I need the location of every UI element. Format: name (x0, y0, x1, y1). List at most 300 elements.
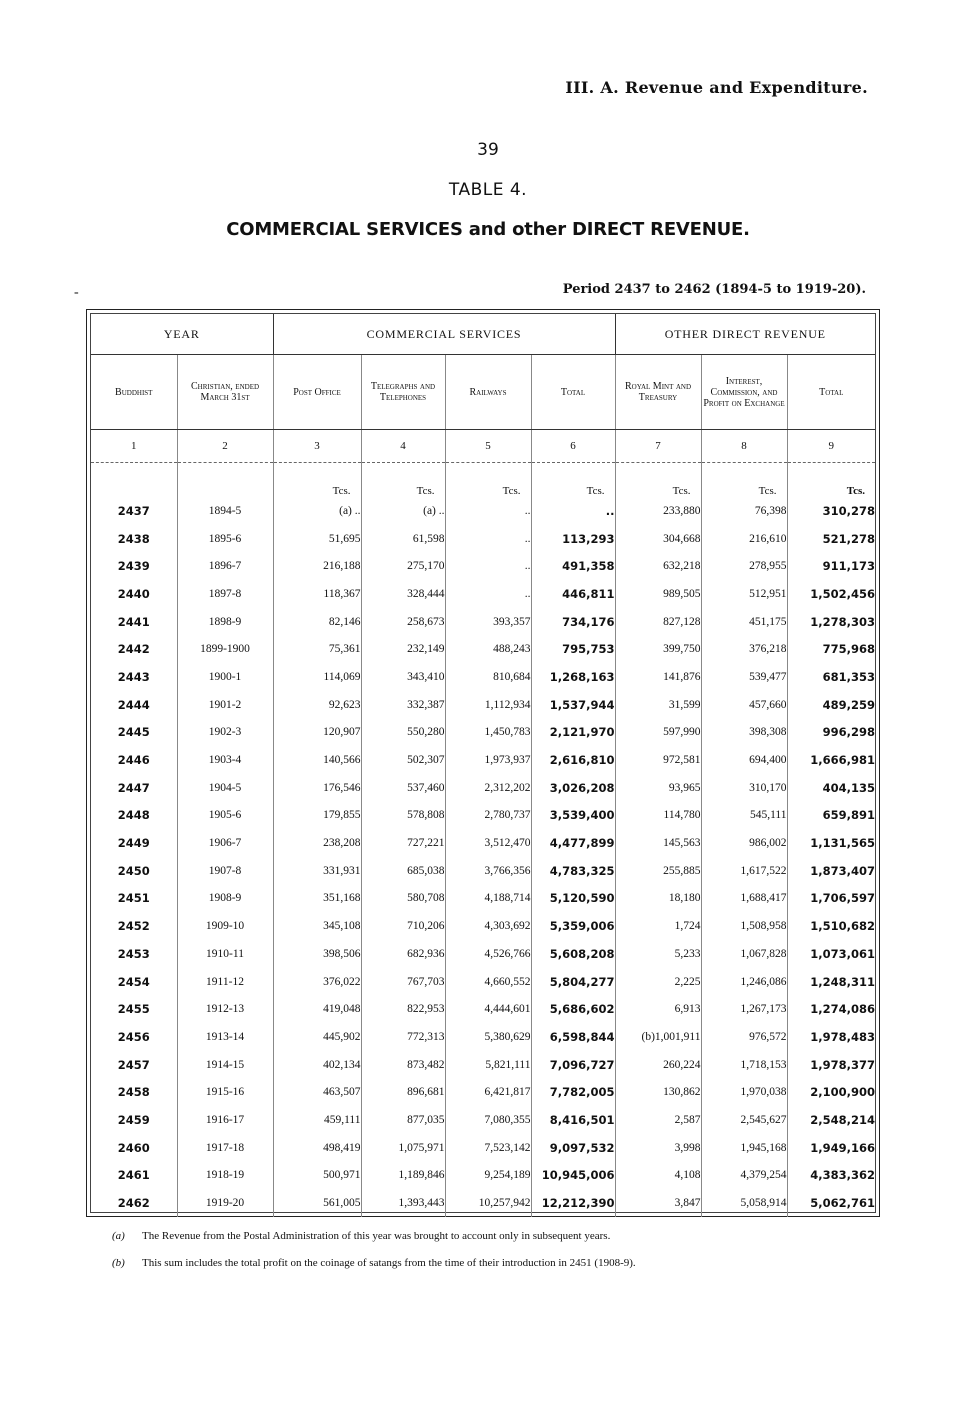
cell-other-total: 911,173 (822, 559, 876, 574)
group-commercial-services: COMMERCIAL SERVICES (273, 314, 615, 355)
cell-interest: 398,308 (701, 719, 787, 747)
cell-buddhist-year: 2448 (91, 802, 177, 830)
cell-commercial-total: 6,598,844 (531, 1023, 615, 1051)
cell-royal-mint: 4,108 (615, 1162, 701, 1190)
cell-buddhist-year: 2437 (91, 497, 177, 525)
col-header-christian: Christian, ended March 31st (177, 355, 273, 430)
cell-railways: 4,526,766 (445, 940, 531, 968)
cell-commercial-total: 5,359,006 (531, 912, 615, 940)
cell-royal-mint: 597,990 (615, 719, 701, 747)
cell-christian-year: 1915-16 (177, 1078, 273, 1106)
cell-telegraphs: 896,681 (361, 1078, 445, 1106)
cell-commercial-total: 446,811 (531, 580, 615, 608)
cell-interest: 694,400 (701, 746, 787, 774)
cell-christian-year: 1918-19 (177, 1162, 273, 1190)
cell-christian-year: 1898-9 (177, 608, 273, 636)
cell-post-office: 118,367 (273, 580, 361, 608)
cell-other-total: 996,298 (822, 725, 876, 740)
cell-interest: 4,379,254 (701, 1162, 787, 1190)
cell-buddhist-year: 2440 (91, 580, 177, 608)
cell-post-office: 140,566 (273, 746, 361, 774)
cell-telegraphs: 550,280 (361, 719, 445, 747)
cell-telegraphs: 767,703 (361, 968, 445, 996)
cell-buddhist-year: 2441 (91, 608, 177, 636)
cell-christian-year: 1906-7 (177, 829, 273, 857)
cell-royal-mint: 2,225 (615, 968, 701, 996)
cell-telegraphs: 502,307 (361, 746, 445, 774)
cell-royal-mint: 255,885 (615, 857, 701, 885)
cell-telegraphs: 1,189,846 (361, 1162, 445, 1190)
cell-telegraphs: 1,075,971 (361, 1134, 445, 1162)
cell-telegraphs: 537,460 (361, 774, 445, 802)
cell-other-total: 1,949,166 (810, 1140, 876, 1155)
cell-post-office: 114,069 (273, 663, 361, 691)
cell-buddhist-year: 2449 (91, 829, 177, 857)
cell-commercial-total: .. (531, 497, 615, 525)
cell-other-total: 1,510,682 (810, 919, 876, 934)
col-number: 3 (273, 430, 361, 463)
margin-mark: - (74, 285, 79, 300)
cell-interest: 1,267,173 (701, 995, 787, 1023)
cell-post-office: 445,902 (273, 1023, 361, 1051)
table-row (91, 691, 875, 719)
cell-buddhist-year: 2453 (91, 940, 177, 968)
cell-interest: 1,067,828 (701, 940, 787, 968)
cell-interest: 5,058,914 (701, 1189, 787, 1217)
cell-interest: 986,002 (701, 829, 787, 857)
cell-railways: 4,660,552 (445, 968, 531, 996)
cell-christian-year: 1914-15 (177, 1051, 273, 1079)
period-caption: Period 2437 to 2462 (1894-5 to 1919-20). (562, 282, 866, 297)
cell-royal-mint: 141,876 (615, 663, 701, 691)
cell-buddhist-year: 2447 (91, 774, 177, 802)
cell-interest: 278,955 (701, 552, 787, 580)
cell-commercial-total: 1,268,163 (531, 663, 615, 691)
table-row (91, 635, 875, 663)
footnote-mark: (b) (112, 1257, 125, 1269)
cell-post-office: 463,507 (273, 1078, 361, 1106)
unit-label: Tcs. (846, 485, 866, 497)
cell-royal-mint: 6,913 (615, 995, 701, 1023)
cell-buddhist-year: 2461 (91, 1162, 177, 1190)
cell-interest: 2,545,627 (701, 1106, 787, 1134)
cell-telegraphs: (a) .. (361, 497, 445, 525)
cell-royal-mint: 632,218 (615, 552, 701, 580)
cell-other-total: 775,968 (822, 642, 876, 657)
cell-christian-year: 1912-13 (177, 995, 273, 1023)
cell-christian-year: 1919-20 (177, 1189, 273, 1217)
cell-other-total: 1,073,061 (810, 946, 876, 961)
cell-other-total: 310,278 (822, 503, 876, 518)
cell-christian-year: 1897-8 (177, 580, 273, 608)
cell-commercial-total: 3,026,208 (531, 774, 615, 802)
cell-other-total: 1,978,377 (810, 1057, 876, 1072)
unit-label (91, 463, 177, 498)
footnote-mark: (a) (112, 1230, 125, 1242)
cell-royal-mint: 114,780 (615, 802, 701, 830)
cell-telegraphs: 877,035 (361, 1106, 445, 1134)
cell-christian-year: 1909-10 (177, 912, 273, 940)
cell-buddhist-year: 2438 (91, 525, 177, 553)
cell-post-office: 561,005 (273, 1189, 361, 1217)
cell-buddhist-year: 2457 (91, 1051, 177, 1079)
cell-royal-mint: 5,233 (615, 940, 701, 968)
col-number: 6 (531, 430, 615, 463)
cell-royal-mint: (b)1,001,911 (615, 1023, 701, 1051)
cell-commercial-total: 491,358 (531, 552, 615, 580)
page-number: 39 (477, 140, 499, 160)
table-row (91, 580, 875, 608)
cell-post-office: 402,134 (273, 1051, 361, 1079)
cell-royal-mint: 2,587 (615, 1106, 701, 1134)
col-header-interest: Interest, Commission, and Profit on Exchange (701, 355, 787, 430)
cell-railways: 5,821,111 (445, 1051, 531, 1079)
cell-interest: 1,508,958 (701, 912, 787, 940)
cell-royal-mint: 989,505 (615, 580, 701, 608)
cell-christian-year: 1894-5 (177, 497, 273, 525)
cell-railways: 7,080,355 (445, 1106, 531, 1134)
col-number: 1 (91, 430, 177, 463)
cell-other-total: 1,978,483 (810, 1029, 876, 1044)
cell-railways: 2,780,737 (445, 802, 531, 830)
cell-royal-mint: 972,581 (615, 746, 701, 774)
cell-other-total: 1,278,303 (810, 614, 876, 629)
cell-buddhist-year: 2443 (91, 663, 177, 691)
cell-christian-year: 1896-7 (177, 552, 273, 580)
cell-post-office: (a) .. (273, 497, 361, 525)
unit-label: Tcs. (361, 463, 445, 498)
cell-interest: 976,572 (701, 1023, 787, 1051)
cell-post-office: 238,208 (273, 829, 361, 857)
cell-telegraphs: 578,808 (361, 802, 445, 830)
table-row (91, 663, 875, 691)
cell-buddhist-year: 2446 (91, 746, 177, 774)
cell-interest: 1,945,168 (701, 1134, 787, 1162)
cell-commercial-total: 5,120,590 (531, 885, 615, 913)
cell-christian-year: 1917-18 (177, 1134, 273, 1162)
cell-commercial-total: 5,804,277 (531, 968, 615, 996)
cell-post-office: 216,188 (273, 552, 361, 580)
cell-royal-mint: 827,128 (615, 608, 701, 636)
cell-telegraphs: 580,708 (361, 885, 445, 913)
cell-post-office: 398,506 (273, 940, 361, 968)
cell-railways: .. (445, 525, 531, 553)
cell-royal-mint: 3,998 (615, 1134, 701, 1162)
cell-post-office: 376,022 (273, 968, 361, 996)
cell-interest: 545,111 (701, 802, 787, 830)
cell-christian-year: 1913-14 (177, 1023, 273, 1051)
table-title: TABLE 4. (448, 180, 528, 200)
cell-railways: 3,766,356 (445, 857, 531, 885)
cell-railways: 2,312,202 (445, 774, 531, 802)
cell-interest: 1,617,522 (701, 857, 787, 885)
cell-royal-mint: 304,668 (615, 525, 701, 553)
cell-other-total: 659,891 (822, 808, 876, 823)
cell-royal-mint: 130,862 (615, 1078, 701, 1106)
cell-buddhist-year: 2460 (91, 1134, 177, 1162)
footnote-b (112, 1257, 636, 1269)
cell-telegraphs: 685,038 (361, 857, 445, 885)
cell-post-office: 331,931 (273, 857, 361, 885)
cell-buddhist-year: 2442 (91, 635, 177, 663)
cell-interest: 457,660 (701, 691, 787, 719)
cell-railways: .. (445, 552, 531, 580)
cell-commercial-total: 8,416,501 (531, 1106, 615, 1134)
cell-interest: 451,175 (701, 608, 787, 636)
cell-interest: 76,398 (701, 497, 787, 525)
cell-telegraphs: 682,936 (361, 940, 445, 968)
unit-label: Tcs. (615, 463, 701, 498)
cell-christian-year: 1901-2 (177, 691, 273, 719)
cell-railways: .. (445, 580, 531, 608)
cell-royal-mint: 31,599 (615, 691, 701, 719)
cell-christian-year: 1895-6 (177, 525, 273, 553)
cell-post-office: 179,855 (273, 802, 361, 830)
cell-post-office: 498,419 (273, 1134, 361, 1162)
cell-telegraphs: 275,170 (361, 552, 445, 580)
cell-railways: 4,444,601 (445, 995, 531, 1023)
table-row (91, 968, 875, 996)
cell-buddhist-year: 2459 (91, 1106, 177, 1134)
cell-commercial-total: 2,616,810 (531, 746, 615, 774)
table-subtitle: COMMERCIAL SERVICES and other DIRECT REVENUE. (226, 219, 750, 240)
cell-commercial-total: 5,686,602 (531, 995, 615, 1023)
footnote-text: This sum includes the total profit on the coinage of satangs from the time of their introduction in 2451 (1908-9). (142, 1257, 636, 1269)
cell-other-total: 489,259 (822, 697, 876, 712)
cell-buddhist-year: 2451 (91, 885, 177, 913)
cell-buddhist-year: 2439 (91, 552, 177, 580)
cell-buddhist-year: 2458 (91, 1078, 177, 1106)
cell-commercial-total: 3,539,400 (531, 802, 615, 830)
cell-telegraphs: 332,387 (361, 691, 445, 719)
table-row (91, 774, 875, 802)
cell-railways: 4,303,692 (445, 912, 531, 940)
col-header-royal-mint: Royal Mint and Treasury (615, 355, 701, 430)
cell-post-office: 82,146 (273, 608, 361, 636)
cell-christian-year: 1916-17 (177, 1106, 273, 1134)
cell-interest: 310,170 (701, 774, 787, 802)
table-row (91, 497, 875, 525)
cell-other-total: 404,135 (822, 780, 876, 795)
unit-label (177, 463, 273, 498)
cell-railways: 488,243 (445, 635, 531, 663)
cell-post-office: 176,546 (273, 774, 361, 802)
cell-other-total: 1,248,311 (810, 974, 876, 989)
cell-interest: 1,688,417 (701, 885, 787, 913)
col-number: 4 (361, 430, 445, 463)
cell-buddhist-year: 2444 (91, 691, 177, 719)
cell-railways: 7,523,142 (445, 1134, 531, 1162)
cell-other-total: 2,100,900 (810, 1085, 876, 1100)
table-row (91, 1134, 875, 1162)
cell-other-total: 521,278 (822, 531, 876, 546)
table-row (91, 746, 875, 774)
column-number-row (91, 430, 875, 463)
cell-railways: 6,421,817 (445, 1078, 531, 1106)
cell-interest: 216,610 (701, 525, 787, 553)
col-header-commercial-total: Total (531, 355, 615, 430)
group-header-row (91, 314, 875, 355)
cell-telegraphs: 822,953 (361, 995, 445, 1023)
cell-railways: 1,450,783 (445, 719, 531, 747)
col-number: 2 (177, 430, 273, 463)
cell-buddhist-year: 2450 (91, 857, 177, 885)
table-row (91, 885, 875, 913)
cell-telegraphs: 727,221 (361, 829, 445, 857)
table-row (91, 1051, 875, 1079)
cell-post-office: 419,048 (273, 995, 361, 1023)
cell-commercial-total: 4,783,325 (531, 857, 615, 885)
cell-commercial-total: 7,096,727 (531, 1051, 615, 1079)
cell-telegraphs: 1,393,443 (361, 1189, 445, 1217)
table-row (91, 1078, 875, 1106)
cell-christian-year: 1903-4 (177, 746, 273, 774)
table-row (91, 525, 875, 553)
cell-buddhist-year: 2462 (91, 1189, 177, 1217)
col-header-buddhist: Buddhist (91, 355, 177, 430)
cell-telegraphs: 873,482 (361, 1051, 445, 1079)
col-header-railways: Railways (445, 355, 531, 430)
cell-telegraphs: 343,410 (361, 663, 445, 691)
cell-post-office: 351,168 (273, 885, 361, 913)
cell-telegraphs: 710,206 (361, 912, 445, 940)
unit-label: Tcs. (273, 463, 361, 498)
cell-telegraphs: 232,149 (361, 635, 445, 663)
cell-railways: 3,512,470 (445, 829, 531, 857)
cell-post-office: 51,695 (273, 525, 361, 553)
col-number: 5 (445, 430, 531, 463)
table-row (91, 857, 875, 885)
cell-other-total: 1,502,456 (810, 586, 876, 601)
cell-post-office: 92,623 (273, 691, 361, 719)
cell-christian-year: 1904-5 (177, 774, 273, 802)
cell-telegraphs: 258,673 (361, 608, 445, 636)
cell-telegraphs: 328,444 (361, 580, 445, 608)
cell-commercial-total: 10,945,006 (531, 1162, 615, 1190)
cell-christian-year: 1908-9 (177, 885, 273, 913)
cell-railways: 10,257,942 (445, 1189, 531, 1217)
cell-commercial-total: 2,121,970 (531, 719, 615, 747)
cell-commercial-total: 1,537,944 (531, 691, 615, 719)
cell-railways: 9,254,189 (445, 1162, 531, 1190)
cell-post-office: 75,361 (273, 635, 361, 663)
cell-telegraphs: 61,598 (361, 525, 445, 553)
cell-commercial-total: 5,608,208 (531, 940, 615, 968)
unit-label: Tcs. (701, 463, 787, 498)
cell-railways: 4,188,714 (445, 885, 531, 913)
cell-commercial-total: 795,753 (531, 635, 615, 663)
cell-royal-mint: 18,180 (615, 885, 701, 913)
cell-royal-mint: 233,880 (615, 497, 701, 525)
cell-post-office: 120,907 (273, 719, 361, 747)
col-number: 7 (615, 430, 701, 463)
cell-buddhist-year: 2445 (91, 719, 177, 747)
cell-post-office: 345,108 (273, 912, 361, 940)
cell-telegraphs: 772,313 (361, 1023, 445, 1051)
col-number: 9 (787, 430, 875, 463)
table-row (91, 802, 875, 830)
cell-other-total: 1,873,407 (810, 863, 876, 878)
cell-railways: 810,684 (445, 663, 531, 691)
cell-christian-year: 1900-1 (177, 663, 273, 691)
col-header-telegraphs: Telegraphs and Telephones (361, 355, 445, 430)
footnote-text: The Revenue from the Postal Administration of this year was brought to account only in subsequent years. (142, 1230, 611, 1242)
cell-other-total: 1,274,086 (810, 1002, 876, 1017)
cell-royal-mint: 399,750 (615, 635, 701, 663)
cell-commercial-total: 12,212,390 (531, 1189, 615, 1217)
cell-royal-mint: 260,224 (615, 1051, 701, 1079)
cell-christian-year: 1905-6 (177, 802, 273, 830)
cell-railways: 1,973,937 (445, 746, 531, 774)
table-row (91, 608, 875, 636)
cell-other-total: 681,353 (822, 669, 876, 684)
cell-christian-year: 1902-3 (177, 719, 273, 747)
cell-interest: 376,218 (701, 635, 787, 663)
column-header-row (91, 355, 875, 430)
cell-christian-year: 1899-1900 (177, 635, 273, 663)
cell-buddhist-year: 2456 (91, 1023, 177, 1051)
cell-buddhist-year: 2452 (91, 912, 177, 940)
col-header-post-office: Post Office (273, 355, 361, 430)
table-row (91, 1106, 875, 1134)
group-year: YEAR (91, 314, 273, 355)
cell-christian-year: 1910-11 (177, 940, 273, 968)
col-number: 8 (701, 430, 787, 463)
cell-other-total: 5,062,761 (810, 1196, 876, 1211)
table-row (91, 940, 875, 968)
cell-royal-mint: 145,563 (615, 829, 701, 857)
cell-buddhist-year: 2455 (91, 995, 177, 1023)
cell-commercial-total: 9,097,532 (531, 1134, 615, 1162)
cell-commercial-total: 4,477,899 (531, 829, 615, 857)
table-row (91, 995, 875, 1023)
table-row (91, 552, 875, 580)
cell-railways: .. (445, 497, 531, 525)
table-row (91, 1189, 875, 1217)
cell-interest: 1,970,038 (701, 1078, 787, 1106)
cell-christian-year: 1907-8 (177, 857, 273, 885)
cell-post-office: 500,971 (273, 1162, 361, 1190)
cell-christian-year: 1911-12 (177, 968, 273, 996)
cell-railways: 5,380,629 (445, 1023, 531, 1051)
cell-other-total: 2,548,214 (810, 1112, 876, 1127)
cell-commercial-total: 113,293 (531, 525, 615, 553)
table-row (91, 719, 875, 747)
cell-other-total: 1,131,565 (810, 836, 876, 851)
cell-interest: 1,246,086 (701, 968, 787, 996)
revenue-table (91, 314, 875, 1217)
footnote-a (112, 1230, 610, 1242)
unit-label: Tcs. (531, 463, 615, 498)
cell-other-total: 4,383,362 (810, 1168, 876, 1183)
cell-railways: 393,357 (445, 608, 531, 636)
cell-post-office: 459,111 (273, 1106, 361, 1134)
cell-buddhist-year: 2454 (91, 968, 177, 996)
cell-royal-mint: 93,965 (615, 774, 701, 802)
cell-other-total: 1,706,597 (810, 891, 876, 906)
cell-commercial-total: 7,782,005 (531, 1078, 615, 1106)
table-row (91, 829, 875, 857)
group-other-direct-revenue: OTHER DIRECT REVENUE (615, 314, 875, 355)
cell-royal-mint: 1,724 (615, 912, 701, 940)
cell-railways: 1,112,934 (445, 691, 531, 719)
table-row (91, 1023, 875, 1051)
col-header-other-total: Total (787, 355, 875, 430)
table-row (91, 912, 875, 940)
cell-interest: 539,477 (701, 663, 787, 691)
cell-commercial-total: 734,176 (531, 608, 615, 636)
section-title: III. A. Revenue and Expenditure. (565, 78, 868, 97)
